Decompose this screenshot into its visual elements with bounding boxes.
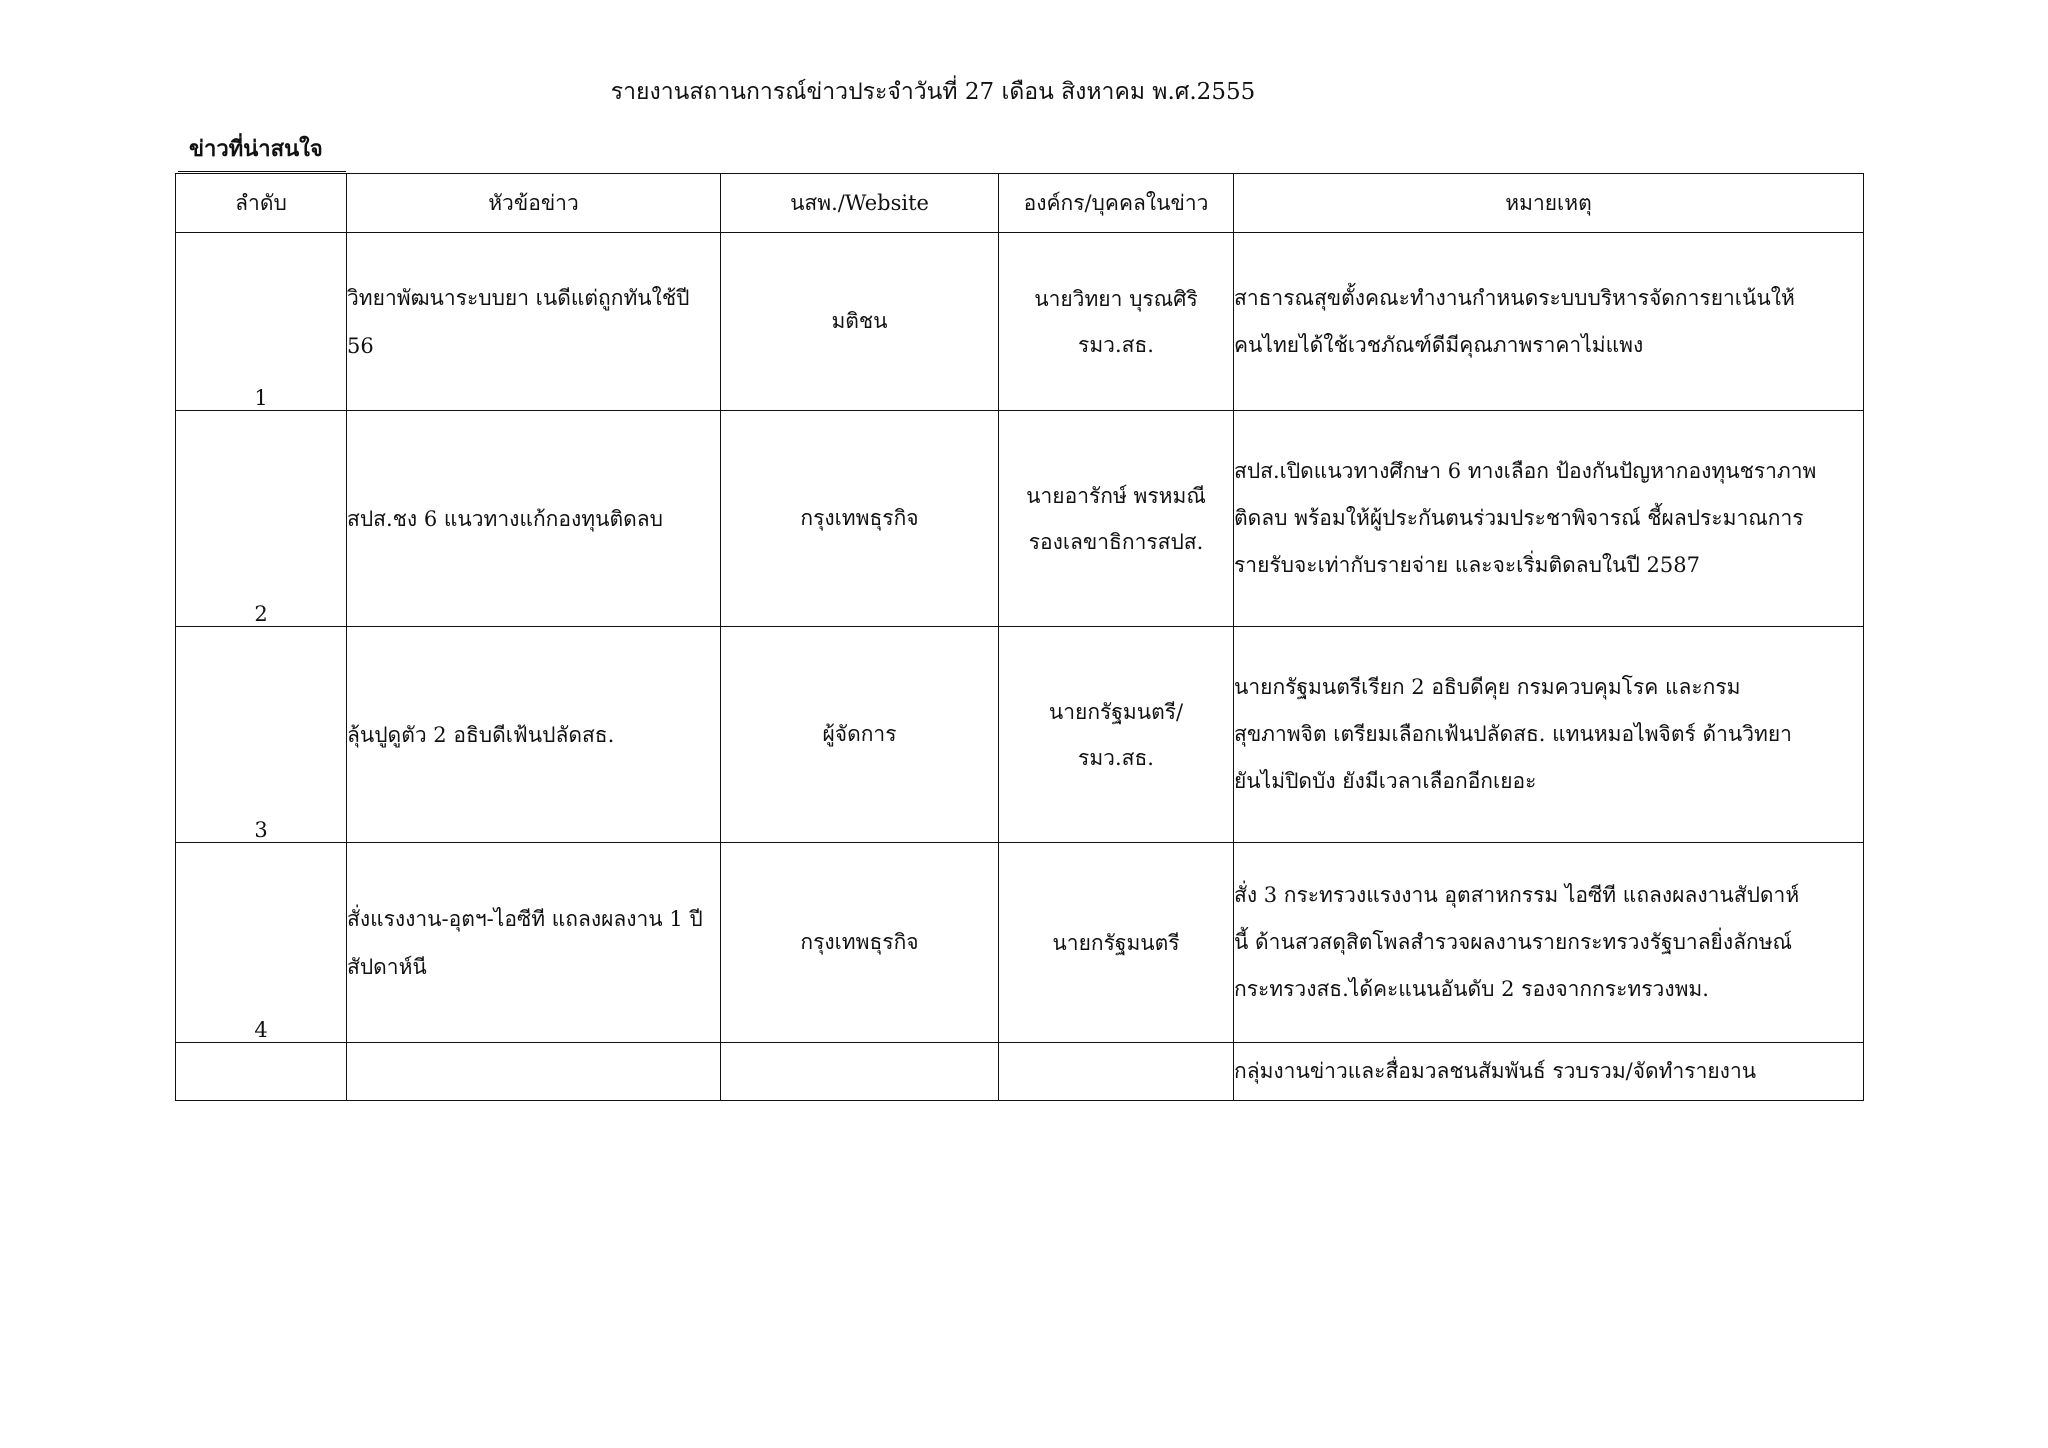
remarks-line: คนไทยได้ใช้เวชภัณฑ์ดีมีคุณภาพราคาไม่แพง xyxy=(1234,332,1644,357)
row-source: กรุงเทพธุรกิจ xyxy=(721,411,999,627)
footer-empty-cell xyxy=(999,1043,1234,1101)
row-headline: วิทยาพัฒนาระบบยา เนดีแต่ถูกทันใช้ปี 56 xyxy=(347,233,721,411)
row-organization xyxy=(999,843,1234,1043)
remarks-line: สาธารณสุขตั้งคณะทำงานกำหนดระบบบริหารจัดการยาเน้นให้ xyxy=(1234,285,1795,310)
row-remarks xyxy=(1234,843,1864,1043)
remarks-line: นี้ ด้านสวสดุสิตโพลสำรวจผลงานรายกระทรวงรัฐบาลยิ่งลักษณ์ xyxy=(1234,930,1793,954)
organization-line: นายกรัฐมนตรี xyxy=(1052,930,1180,955)
row-source: มติชน xyxy=(721,233,999,411)
organization-line: รมว.สธ. xyxy=(1078,332,1154,357)
row-number: 3 xyxy=(176,627,347,843)
organization-line: รมว.สธ. xyxy=(1078,745,1154,770)
table-row xyxy=(176,411,1864,627)
footer-empty-cell xyxy=(347,1043,721,1101)
remarks-line: นายกรัฐมนตรีเรียก 2 อธิบดีคุย กรมควบคุมโรค และกรม xyxy=(1234,675,1741,699)
header-remarks: หมายเหตุ xyxy=(1234,174,1864,233)
row-headline: สปส.ชง 6 แนวทางแก้กองทุนติดลบ xyxy=(347,411,721,627)
table-row xyxy=(176,843,1864,1043)
table-header-row xyxy=(176,174,1864,233)
remarks-line: กระทรวงสธ.ได้คะแนนอันดับ 2 รองจากกระทรวงพม. xyxy=(1234,977,1709,1001)
organization-line: นายวิทยา บุรณศิริ xyxy=(1034,286,1198,311)
remarks-line: ติดลบ พร้อมให้ผู้ประกันตนร่วมประชาพิจารณ์ ชี้ผลประมาณการ xyxy=(1234,506,1804,530)
remarks-line: รายรับจะเท่ากับรายจ่าย และจะเริ่มติดลบในปี 2587 xyxy=(1234,553,1700,577)
news-table xyxy=(175,173,1864,1101)
table-row xyxy=(176,627,1864,843)
row-remarks xyxy=(1234,233,1864,411)
row-source: กรุงเทพธุรกิจ xyxy=(721,843,999,1043)
organization-line: นายกรัฐมนตรี/ xyxy=(1048,699,1184,724)
row-source: ผู้จัดการ xyxy=(721,627,999,843)
organization-line: นายอารักษ์ พรหมณี xyxy=(1026,483,1206,508)
row-number: 2 xyxy=(176,411,347,627)
row-organization xyxy=(999,233,1234,411)
table-footer-row xyxy=(176,1043,1864,1101)
remarks-line: สุขภาพจิต เตรียมเลือกเฟ้นปลัดสธ. แทนหมอไพจิตร์ ด้านวิทยา xyxy=(1234,722,1792,746)
row-organization xyxy=(999,411,1234,627)
organization-line: รองเลขาธิการสปส. xyxy=(1028,529,1204,554)
footer-empty-cell xyxy=(721,1043,999,1101)
row-headline: ลุ้นปูดูตัว 2 อธิบดีเฟ้นปลัดสธ. xyxy=(347,627,721,843)
row-headline: สั่งแรงงาน-อุตฯ-ไอซีที แถลงผลงาน 1 ปี สัปดาห์นี xyxy=(347,843,721,1043)
row-remarks xyxy=(1234,411,1864,627)
footer-empty-cell xyxy=(176,1043,347,1101)
footer-note: กลุ่มงานข่าวและสื่อมวลชนสัมพันธ์ รวบรวม/จัดทำรายงาน xyxy=(1234,1043,1864,1101)
row-organization xyxy=(999,627,1234,843)
page-title: รายงานสถานการณ์ข่าวประจำวันที่ 27 เดือน สิงหาคม พ.ศ.2555 xyxy=(610,79,1256,105)
remarks-line: สั่ง 3 กระทรวงแรงงาน อุตสาหกรรม ไอซีที แถลงผลงานสัปดาห์ xyxy=(1234,883,1800,907)
row-remarks xyxy=(1234,627,1864,843)
row-number: 4 xyxy=(176,843,347,1043)
table-row xyxy=(176,233,1864,411)
header-source: นสพ./Website xyxy=(721,174,999,233)
heading-underline xyxy=(178,171,346,172)
section-heading: ข่าวที่น่าสนใจ xyxy=(189,136,323,162)
header-organization: องค์กร/บุคคลในข่าว xyxy=(999,174,1234,233)
remarks-line: ยันไม่ปิดบัง ยังมีเวลาเลือกอีกเยอะ xyxy=(1234,769,1537,793)
remarks-line: สปส.เปิดแนวทางศึกษา 6 ทางเลือก ป้องกันปัญหากองทุนชราภาพ xyxy=(1234,459,1817,483)
header-number: ลำดับ xyxy=(176,174,347,233)
row-number: 1 xyxy=(176,233,347,411)
header-headline: หัวข้อข่าว xyxy=(347,174,721,233)
